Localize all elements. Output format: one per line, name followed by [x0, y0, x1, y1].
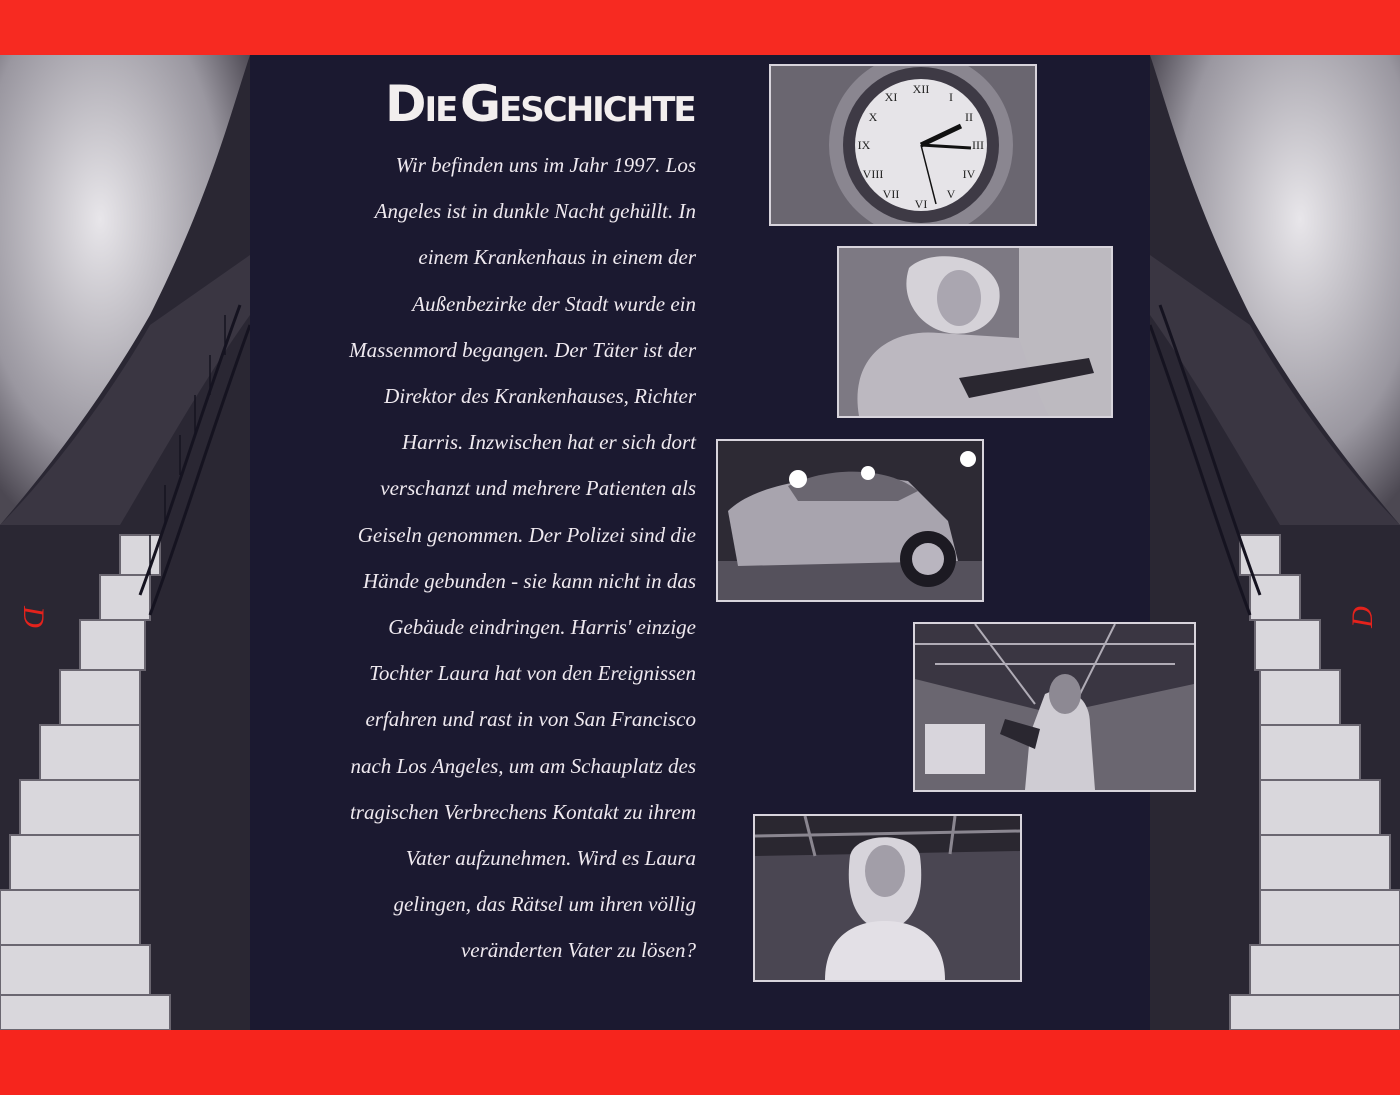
staircase-right-art	[1150, 55, 1400, 1030]
story-line: erfahren und rast in von San Francisco	[365, 707, 696, 732]
story-text	[290, 142, 696, 974]
story-line: Angeles ist in dunkle Nacht gehüllt. In	[374, 199, 696, 224]
svg-text:XII: XII	[912, 82, 930, 96]
svg-text:VIII: VIII	[862, 167, 884, 181]
svg-text:II: II	[965, 110, 973, 124]
svg-text:IX: IX	[857, 138, 871, 152]
title-initial-2: G	[459, 75, 500, 133]
svg-text:VI: VI	[914, 197, 928, 211]
story-line: Hände gebunden - sie kann nicht in das	[362, 568, 696, 593]
story-line: Wir befinden uns im Jahr 1997. Los	[395, 153, 696, 177]
story-line: Direktor des Krankenhauses, Richter	[384, 384, 696, 409]
story-line: Außenbezirke der Stadt wurde ein	[412, 291, 696, 316]
screenshot-laura-with-gun	[837, 246, 1113, 418]
spine-letter-left: D	[16, 606, 50, 628]
story-line: einem Krankenhaus in einem der	[418, 245, 696, 270]
screenshot-police-car	[716, 439, 984, 602]
story-line: Harris. Inzwischen hat er sich dort	[402, 430, 696, 455]
svg-text:IV: IV	[962, 167, 976, 181]
story-line: Massenmord begangen. Der Täter ist der	[349, 337, 696, 362]
story-line: Tochter Laura hat von den Ereignissen	[369, 661, 696, 686]
story-line: Geiseln genommen. Der Polizei sind die	[357, 522, 696, 547]
title-rest-2: ESCHICHTE	[499, 90, 695, 130]
svg-text:VII: VII	[882, 187, 900, 201]
screenshot-gunman-corridor	[913, 622, 1196, 792]
screenshot-laura-portrait	[753, 814, 1022, 982]
story-line: nach Los Angeles, um am Schauplatz des	[350, 753, 696, 778]
svg-text:X: X	[868, 110, 878, 124]
svg-text:XI: XI	[884, 90, 898, 104]
page-title	[385, 75, 705, 133]
spine-letter-right: D	[1345, 606, 1379, 628]
story-line: veränderten Vater zu lösen?	[460, 938, 696, 963]
story-line: tragischen Verbrechens Kontakt zu ihrem	[349, 799, 696, 824]
title-initial-1: D	[385, 75, 425, 133]
svg-text:I: I	[949, 90, 953, 104]
bottom-red-border	[0, 1030, 1400, 1095]
story-line: Vater aufzunehmen. Wird es Laura	[405, 846, 696, 871]
title-rest-1: IE	[424, 90, 457, 130]
story-line: verschanzt und mehrere Patienten als	[380, 476, 696, 501]
top-red-border	[0, 0, 1400, 55]
svg-text:III: III	[972, 138, 984, 152]
staircase-left-art	[0, 55, 250, 1030]
svg-text:V: V	[946, 187, 956, 201]
story-line: gelingen, das Rätsel um ihren völlig	[393, 892, 696, 917]
screenshot-clock	[769, 64, 1037, 226]
story-line: Gebäude eindringen. Harris' einzige	[388, 615, 696, 640]
